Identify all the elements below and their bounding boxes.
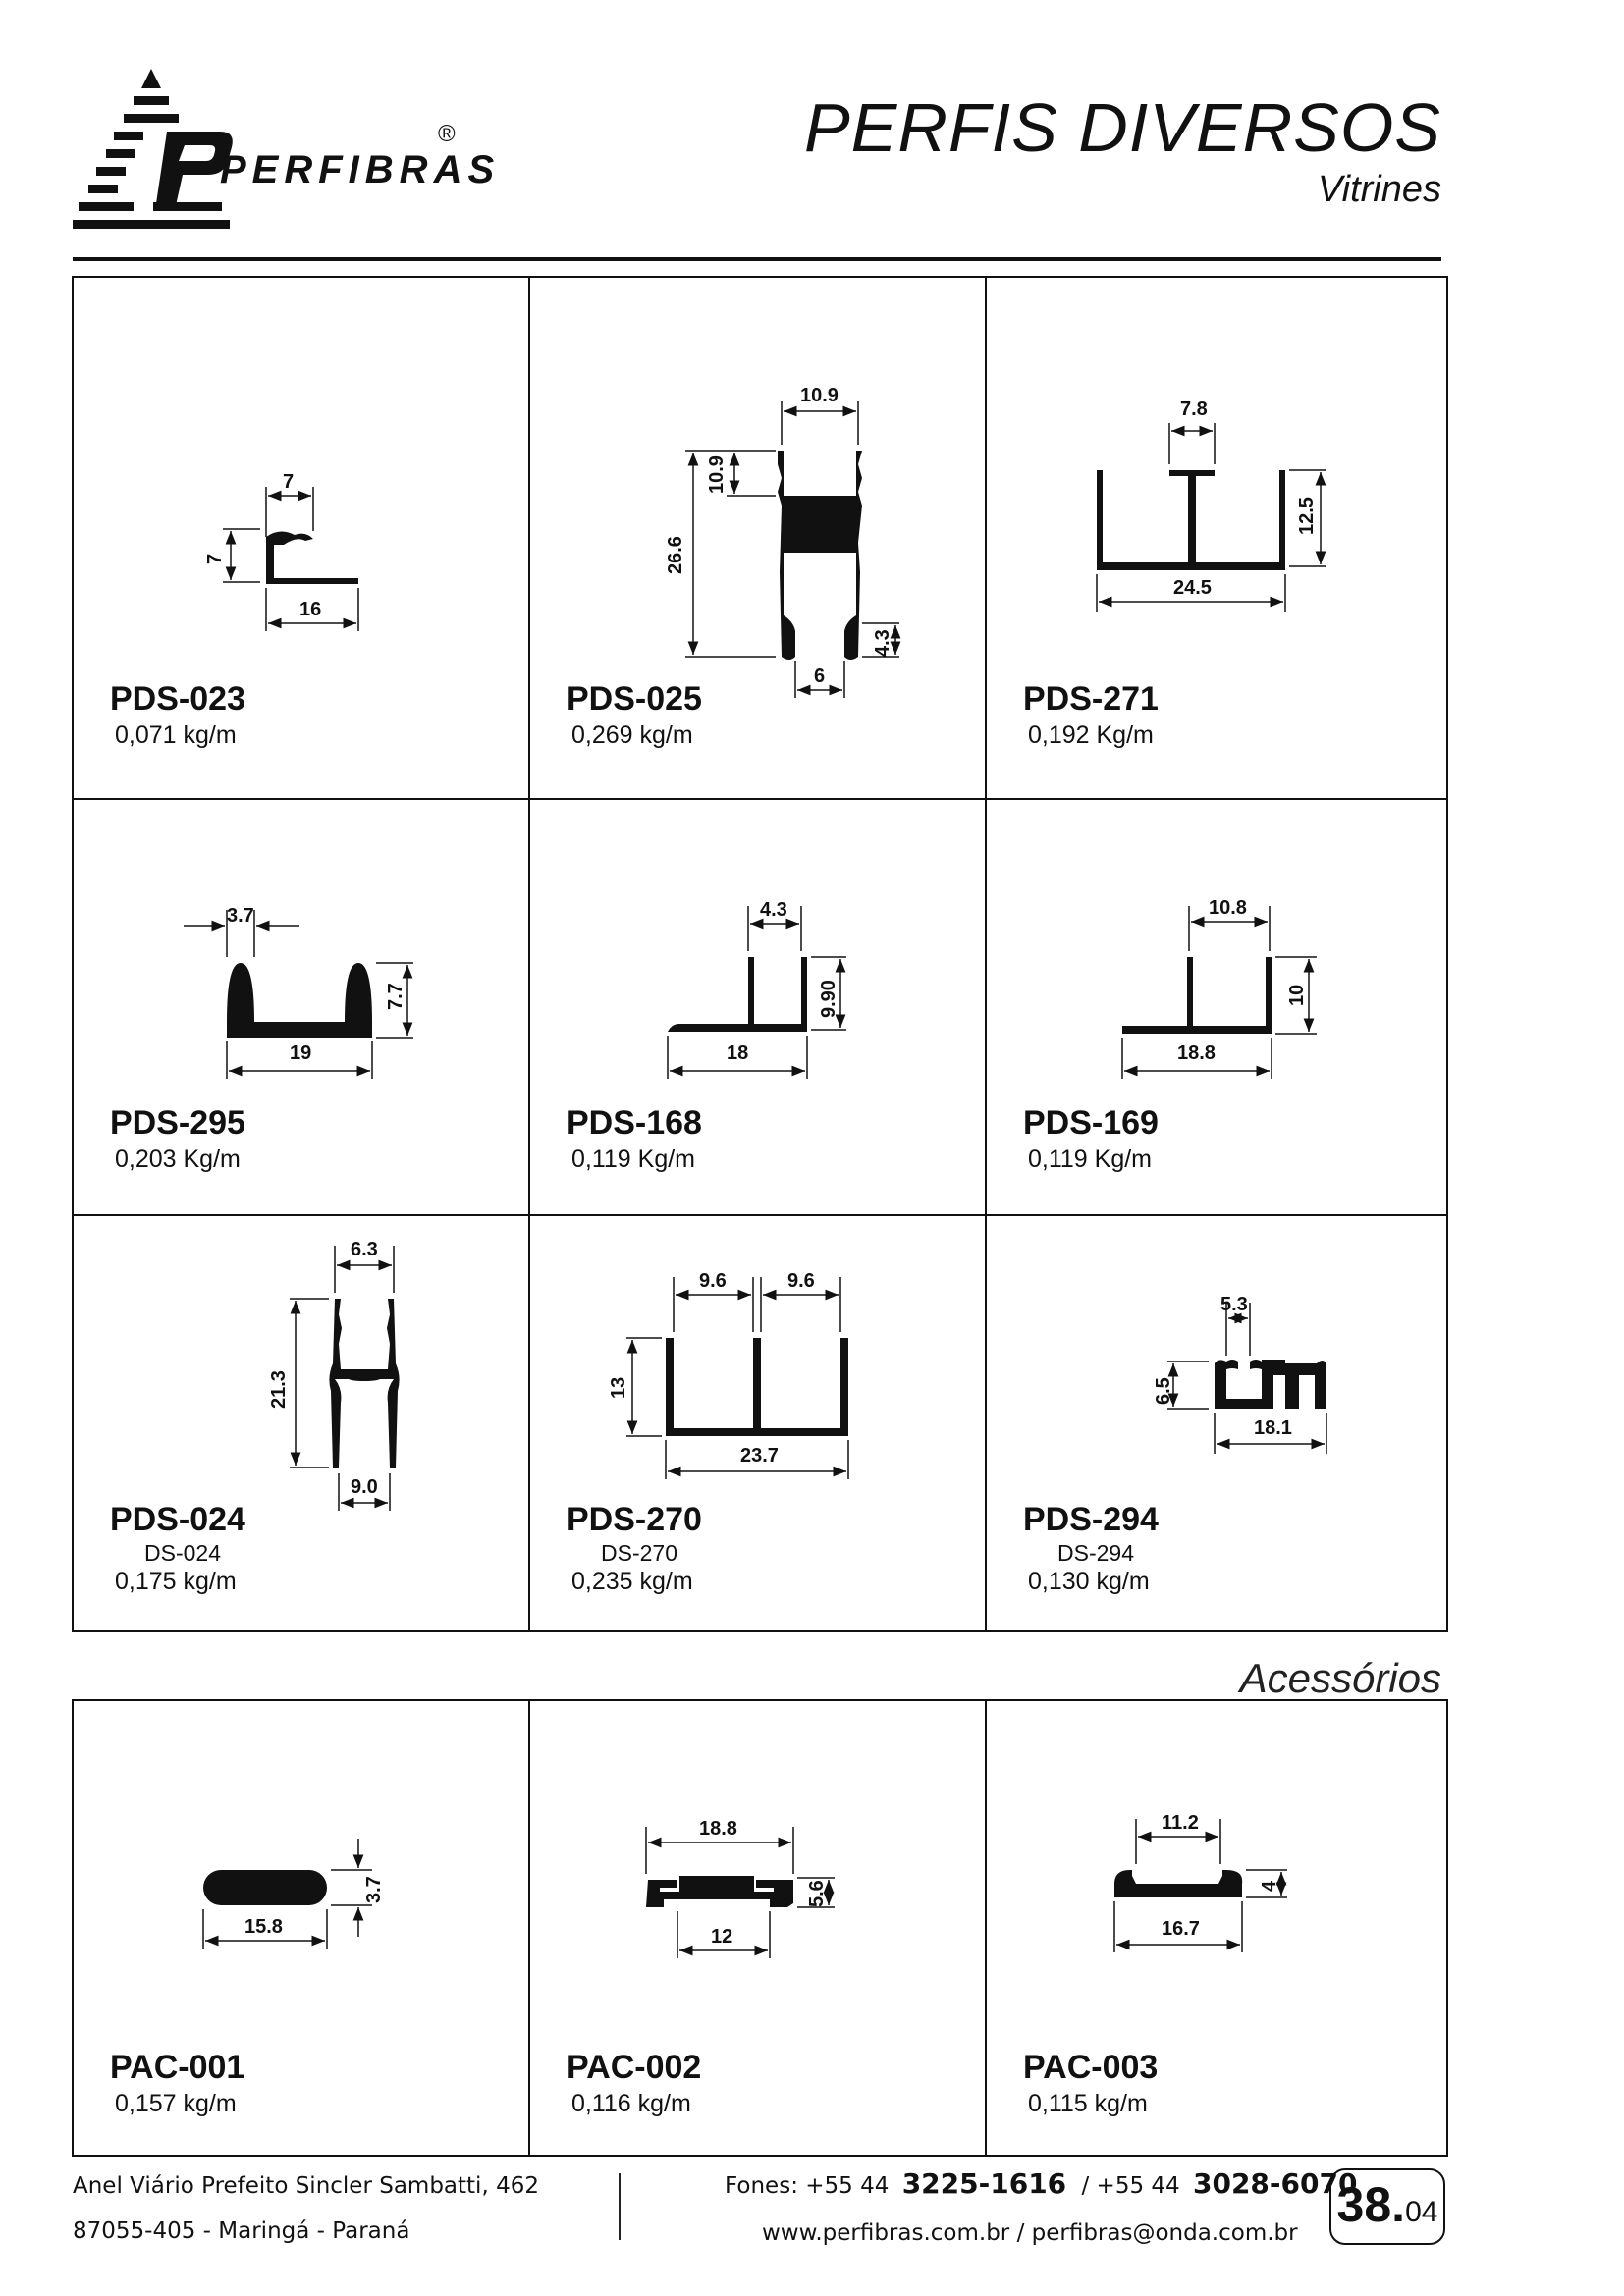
page-title: PERFIS DIVERSOS: [803, 89, 1441, 166]
perfibras-logo: [73, 63, 501, 249]
dim-pds-169-gap: 10.8: [1209, 897, 1247, 919]
dim-pds-023-top: 7: [283, 471, 295, 493]
dim-pds-169-w: 18.8: [1177, 1042, 1216, 1064]
profile-code: PDS-295: [110, 1104, 245, 1142]
profile-card-pds-023: [74, 278, 530, 800]
accessory-weight: 0,157 kg/m: [115, 2090, 237, 2117]
dim-pac-002-h: 5.6: [806, 1880, 828, 1907]
page-subtitle: Vitrines: [1317, 169, 1441, 210]
accessories-grid: [72, 1699, 1448, 2157]
dim-pds-024-top: 6.3: [351, 1239, 378, 1260]
dim-pac-001-h: 3.7: [363, 1876, 385, 1903]
profile-weight: 0,175 kg/m: [115, 1568, 237, 1595]
accessory-code: PAC-001: [110, 2049, 245, 2086]
profiles-grid: [72, 276, 1448, 1632]
profile-card-pds-168: [530, 800, 987, 1216]
page-number: 38.: [1336, 2177, 1406, 2232]
accessory-code: PAC-003: [1023, 2049, 1159, 2086]
profile-code: PDS-271: [1023, 680, 1159, 718]
profile-weight: 0,071 kg/m: [115, 721, 237, 749]
dim-pac-001-w: 15.8: [244, 1916, 283, 1938]
profile-code: PDS-023: [110, 680, 245, 718]
dim-pds-294-w: 18.1: [1254, 1417, 1292, 1439]
dim-pds-168-w: 18: [727, 1042, 749, 1064]
dim-pds-271-h: 12.5: [1296, 497, 1318, 535]
profile-weight: 0,119 Kg/m: [1028, 1146, 1153, 1173]
dim-pds-270-h: 13: [608, 1376, 629, 1399]
accessory-card-pac-003: [987, 1701, 1448, 2157]
profile-weight: 0,119 Kg/m: [571, 1146, 696, 1173]
profile-alt-code: DS-270: [601, 1540, 677, 1566]
accessory-code: PAC-002: [567, 2049, 702, 2086]
dim-pds-295-w: 19: [290, 1042, 312, 1064]
dim-pds-271-w: 24.5: [1173, 577, 1212, 599]
phone-2: 3028-6070: [1192, 2167, 1358, 2200]
profile-weight: 0,192 Kg/m: [1028, 721, 1154, 749]
profile-code: PDS-168: [567, 1104, 702, 1142]
dim-pds-169-h: 10: [1286, 984, 1308, 1006]
profile-drawings-pds-271: [987, 278, 1446, 798]
accessory-weight: 0,116 kg/m: [571, 2090, 691, 2117]
footer-web: www.perfibras.com.br / perfibras@onda.com.br: [762, 2220, 1298, 2246]
dim-pds-270-w: 23.7: [740, 1445, 779, 1467]
page-number-badge: [1329, 2168, 1445, 2245]
footer-divider: [619, 2173, 621, 2240]
dim-pds-025-upper: 10.9: [706, 455, 728, 494]
profile-code: PDS-294: [1023, 1501, 1159, 1538]
profile-code: PDS-270: [567, 1501, 702, 1538]
profile-card-pds-025: [530, 278, 987, 800]
dim-pac-002-w: 18.8: [699, 1818, 737, 1840]
profile-alt-code: DS-024: [144, 1540, 221, 1566]
dim-pds-294-h: 6.5: [1153, 1377, 1174, 1405]
footer-address-line2: 87055-405 - Maringá - Paraná: [73, 2218, 410, 2244]
profile-code: PDS-024: [110, 1501, 245, 1538]
profile-code: PDS-169: [1023, 1104, 1159, 1142]
profile-drawing-pds-025: [530, 278, 985, 798]
dim-pac-003-w: 16.7: [1162, 1918, 1200, 1940]
dim-pds-270-gap1: 9.6: [699, 1270, 727, 1292]
logo-brand-text: PERFIBRAS: [220, 148, 501, 191]
profile-card-pds-270: [530, 1216, 987, 1632]
dim-pds-025-total: 26.6: [665, 536, 686, 574]
dim-pac-003-h: 4: [1259, 1880, 1280, 1892]
profile-drawing-pds-023: [74, 278, 528, 798]
dim-pds-295-h: 7.7: [385, 983, 406, 1010]
profile-weight: 0,203 Kg/m: [115, 1146, 241, 1173]
dim-pds-024-base: 9.0: [351, 1476, 378, 1498]
dim-pds-023-w: 16: [299, 599, 322, 620]
profile-card-pds-295: [74, 800, 530, 1216]
dim-pac-002-inner: 12: [711, 1926, 733, 1948]
accessories-title: Acessórios: [1239, 1655, 1441, 1701]
footer-phones: [725, 2167, 1357, 2200]
profile-weight: 0,235 kg/m: [571, 1568, 693, 1595]
phones-label: Fones: +55 44: [725, 2173, 890, 2199]
footer-address-line1: Anel Viário Prefeito Sincler Sambatti, 462: [73, 2173, 539, 2199]
accessory-card-pac-001: [74, 1701, 530, 2157]
header-rule: [73, 257, 1441, 261]
profile-weight: 0,130 kg/m: [1028, 1568, 1150, 1595]
profile-card-pds-294: [987, 1216, 1448, 1632]
registered-mark: ®: [438, 121, 456, 147]
dim-pds-270-gap2: 9.6: [787, 1270, 815, 1292]
dim-pds-168-h: 9.90: [818, 980, 839, 1018]
profile-card-pds-024: [74, 1216, 530, 1632]
phone-1: 3225-1616: [901, 2167, 1067, 2200]
profile-card-pds-169: [987, 800, 1448, 1216]
profile-card-pds-271: [987, 278, 1448, 800]
dim-pds-295-lip: 3.7: [227, 905, 254, 927]
dim-pds-168-gap: 4.3: [760, 899, 787, 921]
dim-pds-023-h: 7: [204, 553, 226, 564]
accessory-card-pac-002: [530, 1701, 987, 2157]
dim-pds-024-h: 21.3: [268, 1370, 290, 1409]
dim-pds-271-top: 7.8: [1180, 399, 1208, 420]
dim-pds-025-top: 10.9: [800, 385, 839, 406]
dim-pds-025-foot: 4.3: [872, 629, 893, 657]
dim-pac-003-inner: 11.2: [1162, 1812, 1199, 1834]
profile-alt-code: DS-294: [1057, 1540, 1134, 1566]
accessory-weight: 0,115 kg/m: [1028, 2090, 1148, 2117]
dim-pds-025-base: 6: [814, 666, 826, 687]
phones-separator: / +55 44: [1081, 2173, 1180, 2199]
profile-weight: 0,269 kg/m: [571, 721, 693, 749]
profile-code: PDS-025: [567, 680, 702, 718]
page-number-suffix: 04: [1405, 2196, 1438, 2228]
dim-pds-294-gap: 5.3: [1220, 1294, 1248, 1315]
